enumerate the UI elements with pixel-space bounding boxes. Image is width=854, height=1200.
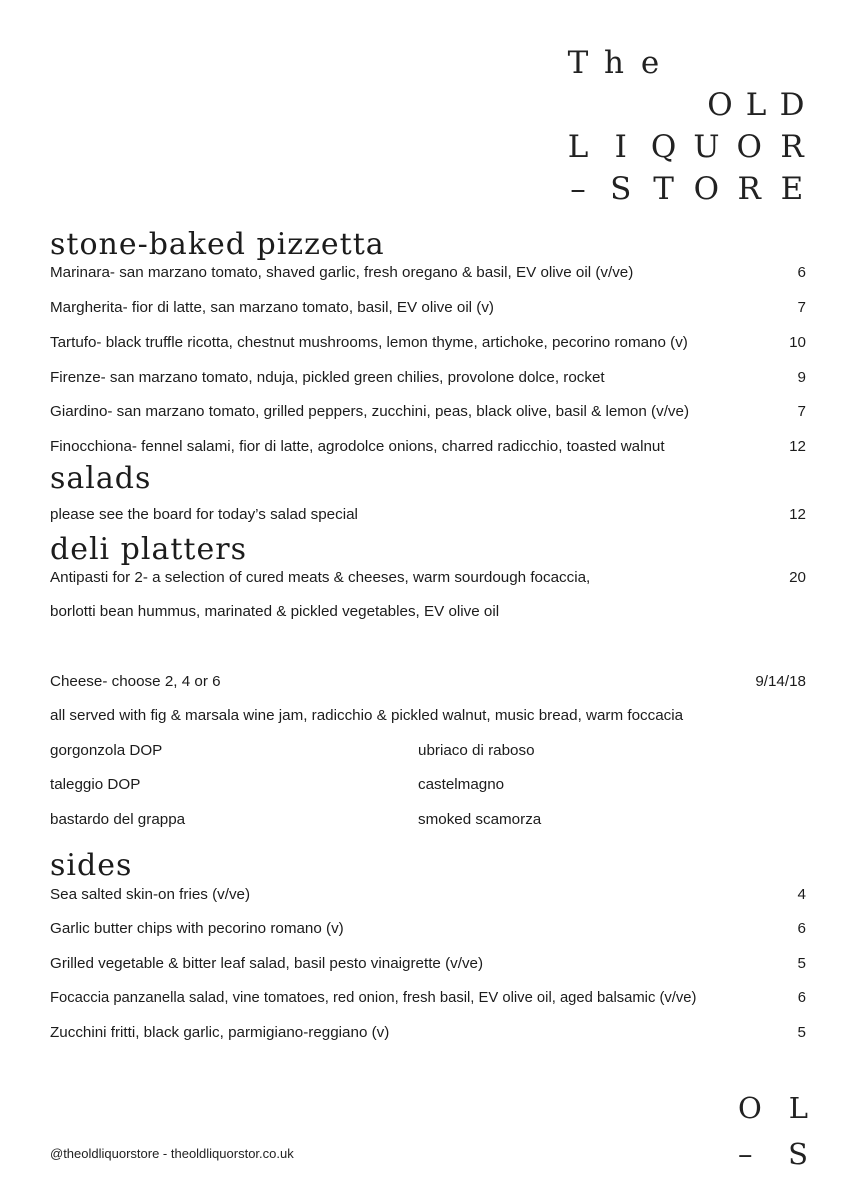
cheese-served-note <box>50 706 806 726</box>
section-title-sides: sides <box>50 848 133 883</box>
menu-item-text: Antipasti for 2- a selection of cured meats & cheeses, warm sourdough focaccia, <box>50 569 591 586</box>
cheese-list-item: gorgonzola DOP <box>50 742 163 759</box>
cheese-list-item: castelmagno <box>418 776 505 793</box>
menu-item <box>50 333 806 353</box>
menu-item-price: 9/14/18 <box>755 673 806 690</box>
menu-item <box>50 988 806 1008</box>
menu-item <box>50 402 806 422</box>
menu-item-price: 12 <box>789 506 806 523</box>
menu-item-price: 5 <box>797 1024 806 1041</box>
small-logo <box>738 1085 808 1177</box>
logo-line-liquor <box>560 126 810 168</box>
menu-item-price: 20 <box>789 569 806 586</box>
logo-letter: – <box>570 170 586 207</box>
menu-item <box>50 954 806 974</box>
logo-letter: O <box>707 86 733 123</box>
menu-item <box>50 368 806 388</box>
logo-letter: U <box>693 128 720 165</box>
logo-letter: T <box>653 170 674 207</box>
menu-item-text: Sea salted skin-on fries (v/ve) <box>50 886 251 903</box>
menu-item-cheese <box>50 672 806 692</box>
logo-letter: O <box>738 1091 762 1125</box>
logo-letter: O <box>693 170 720 207</box>
menu-item-price: 6 <box>797 990 806 1006</box>
menu-item <box>50 437 806 457</box>
logo-line-old <box>560 84 810 126</box>
menu-item-text: Marinara- san marzano tomato, shaved garlic, fresh oregano & basil, EV olive oil (v/ve) <box>50 264 634 281</box>
menu-item-price: 7 <box>797 299 806 316</box>
menu-item-text: please see the board for today’s salad special <box>50 506 358 523</box>
logo-letter: L <box>567 128 589 165</box>
logo <box>560 42 810 210</box>
menu-item-text: Zucchini fritti, black garlic, parmigiano-reggiano (v) <box>50 1024 390 1041</box>
menu-item-text: Garlic butter chips with pecorino romano (v) <box>50 920 344 937</box>
small-logo-row <box>738 1085 808 1131</box>
menu-item <box>50 298 806 318</box>
menu-item <box>50 885 806 905</box>
menu-item <box>50 1023 806 1043</box>
logo-letter: E <box>780 170 804 207</box>
logo-letter: L <box>745 86 767 123</box>
menu-item-price: 6 <box>797 920 806 937</box>
menu-item-text: Giardino- san marzano tomato, grilled peppers, zucchini, peas, black olive, basil & lemon (v/ve) <box>50 403 690 420</box>
logo-letter: O <box>736 128 762 165</box>
menu-item-price: 10 <box>789 334 806 351</box>
cheese-list-item: bastardo del grappa <box>50 811 186 828</box>
logo-letter: – <box>738 1137 753 1171</box>
footer-social-website[interactable]: @theoldliquorstore - theoldliquorstor.co.uk <box>50 1146 294 1161</box>
menu-item <box>50 263 806 283</box>
section-title-pizzetta: stone-baked pizzetta <box>50 227 385 262</box>
menu-item-text: Firenze- san marzano tomato, nduja, pickled green chilies, provolone dolce, rocket <box>50 369 605 386</box>
menu-item-text: Cheese- choose 2, 4 or 6 <box>50 673 221 690</box>
menu-item-antipasti <box>50 568 806 588</box>
logo-line-the <box>560 42 810 84</box>
section-title-deli: deli platters <box>50 532 247 567</box>
logo-letter: e <box>640 44 660 81</box>
logo-letter: R <box>780 128 804 165</box>
menu-item-text: Margherita- fior di latte, san marzano tomato, basil, EV olive oil (v) <box>50 299 494 316</box>
menu-item-price: 7 <box>797 403 806 420</box>
logo-letter: I <box>614 128 627 165</box>
menu-item-price: 4 <box>797 886 806 903</box>
logo-line-store <box>560 168 810 210</box>
menu-item-text: Tartufo- black truffle ricotta, chestnut mushrooms, lemon thyme, artichoke, pecorino romano (v) <box>50 334 688 351</box>
logo-letter: D <box>779 86 805 123</box>
menu-item-text: borlotti bean hummus, marinated & pickled vegetables, EV olive oil <box>50 603 500 620</box>
logo-letter: S <box>610 170 632 207</box>
logo-letter: T <box>567 44 589 81</box>
menu-item-price: 5 <box>797 955 806 972</box>
menu-item-price: 9 <box>797 369 806 386</box>
logo-letter: R <box>737 170 761 207</box>
logo-letter: h <box>604 44 624 81</box>
menu-item-text: Focaccia panzanella salad, vine tomatoes, red onion, fresh basil, EV olive oil, aged balsamic (v/ve) <box>50 990 697 1006</box>
menu-item-text: Finocchiona- fennel salami, fior di latte, agrodolce onions, charred radicchio, toasted walnut <box>50 438 665 455</box>
menu-item-text: Grilled vegetable & bitter leaf salad, basil pesto vinaigrette (v/ve) <box>50 955 484 972</box>
logo-letter: Q <box>650 128 677 165</box>
menu-item-price: 12 <box>789 438 806 455</box>
menu-item-text: all served with fig & marsala wine jam, radicchio & pickled walnut, music bread, warm foccacia <box>50 707 684 724</box>
menu-item <box>50 505 806 525</box>
section-title-salads: salads <box>50 461 152 496</box>
menu-item <box>50 919 806 939</box>
logo-letter: S <box>788 1137 808 1171</box>
menu-item-antipasti-continued <box>50 602 806 622</box>
cheese-list-item: smoked scamorza <box>418 811 542 828</box>
cheese-list-item: ubriaco di raboso <box>418 742 535 759</box>
logo-letter: L <box>788 1091 808 1125</box>
cheese-list-item: taleggio DOP <box>50 776 141 793</box>
menu-item-price: 6 <box>797 264 806 281</box>
small-logo-row <box>738 1131 808 1177</box>
